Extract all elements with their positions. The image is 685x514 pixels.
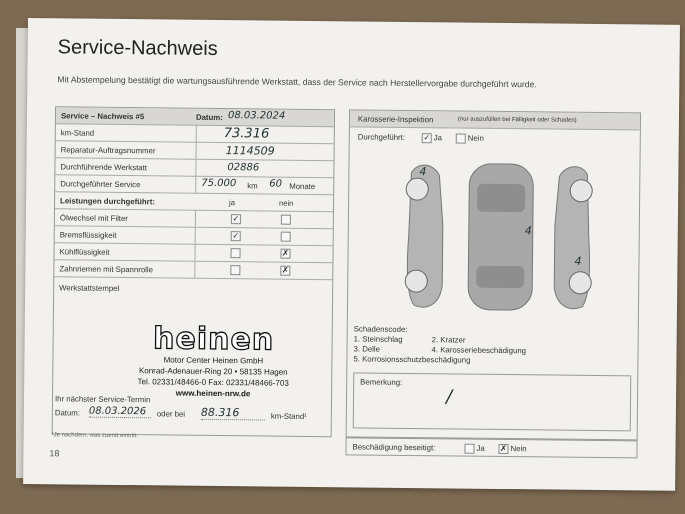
page-title: Service-Nachweis: [57, 36, 218, 60]
ja-column-header: ja: [229, 198, 236, 208]
auftragsnummer-value[interactable]: 1114509: [225, 144, 275, 158]
service-page: [23, 18, 680, 491]
damage-mark-top: 4: [524, 224, 532, 238]
service-label: Durchgeführter Service: [60, 179, 141, 190]
remark-mark: /: [445, 386, 453, 408]
next-km-label: km-Stand¹: [270, 411, 307, 421]
record-title: Service – Nachweis #5: [60, 111, 145, 122]
code-item: 1. Steinschlag: [353, 334, 403, 344]
task-label: Kühlflüssigkeit: [59, 247, 110, 257]
task-label: Ölwechsel mit Filter: [59, 213, 128, 224]
task-nein-checkbox[interactable]: ✗: [282, 248, 289, 258]
next-km-value[interactable]: 88.316: [201, 406, 265, 421]
car-windshield: [477, 184, 525, 213]
footnote: ¹Je nachdem, was zuerst eintritt.: [51, 432, 139, 440]
code-item: 3. Delle: [353, 344, 381, 354]
service-record-table: [51, 106, 335, 440]
next-service-label: Ihr nächster Service-Termin: [54, 394, 151, 405]
werkstatt-value[interactable]: 02886: [227, 162, 260, 174]
damage-mark-right: 4: [574, 254, 582, 268]
fixed-nein-checkbox[interactable]: ✗: [500, 443, 507, 454]
done-ja-checkbox[interactable]: ✓: [423, 133, 431, 143]
stamp-company: Motor Center Heinen GmbH: [163, 355, 264, 366]
done-ja-label: Ja: [433, 133, 443, 143]
fixed-ja-checkbox[interactable]: [464, 444, 474, 454]
task-label: Zahnriemen mit Spannrolle: [59, 264, 154, 275]
stamp-address: Konrad-Adenauer-Ring 20 • 58135 Hagen: [138, 366, 288, 377]
damage-fixed-row: [345, 437, 637, 458]
car-rear-window: [476, 266, 524, 289]
date-value[interactable]: 08.03.2024: [227, 110, 286, 122]
task-label: Bremsflüssigkeit: [59, 230, 117, 240]
done-nein-label: Nein: [467, 133, 484, 143]
service-months-value[interactable]: 60: [269, 178, 283, 190]
inspection-header: [350, 110, 640, 130]
task-ja-checkbox[interactable]: [230, 248, 240, 258]
done-label: Durchgeführt:: [357, 132, 406, 142]
stamp-label: Werkstattstempel: [59, 283, 120, 293]
remark-label: Bemerkung:: [360, 377, 403, 387]
code-item: 4. Karosseriebeschädigung: [431, 345, 527, 356]
workshop-stamp: [123, 321, 304, 400]
car-diagram: [398, 155, 600, 319]
task-ja-checkbox[interactable]: ✓: [232, 231, 240, 241]
damage-mark-left: 4: [419, 165, 427, 179]
nein-column-header: nein: [279, 198, 294, 208]
fixed-label: Beschädigung beseitigt:: [352, 442, 436, 453]
auftragsnummer-label: Reparatur-Auftragsnummer: [60, 145, 156, 156]
codes-label: Schadenscode:: [353, 324, 408, 334]
service-months-unit: Monate: [289, 181, 316, 192]
task-nein-checkbox[interactable]: ✗: [281, 265, 289, 275]
next-or-label: oder bei: [156, 409, 186, 419]
stamp-website: www.heinen-nrw.de: [175, 388, 251, 399]
task-row: [54, 260, 332, 280]
werkstatt-label: Durchführende Werkstatt: [60, 162, 148, 173]
task-ja-checkbox[interactable]: [230, 265, 240, 275]
date-label: Datum:: [195, 112, 223, 123]
next-date-value[interactable]: 08.03.2026: [89, 406, 151, 419]
service-km-value[interactable]: 75.000: [201, 177, 237, 190]
heinen-logo: heinen: [152, 321, 275, 358]
right-front-wheel: [570, 180, 592, 202]
inspection-title: Karosserie-Inspektion: [357, 114, 434, 125]
right-rear-wheel: [569, 272, 591, 294]
page-number: 18: [49, 448, 60, 459]
intro-text: Mit Abstempelung bestätigt die wartungsausführende Werkstatt, dass der Service nach Herstellervorgabe durchgeführt wurde.: [57, 74, 537, 90]
stamp-phone: Tel. 02331/48466-0 Fax: 02331/48466-703: [137, 377, 289, 388]
km-stand-value[interactable]: 73.316: [223, 126, 270, 142]
left-rear-wheel: [405, 270, 427, 292]
remark-box[interactable]: [353, 372, 632, 431]
service-km-unit: km: [247, 181, 258, 191]
task-nein-checkbox[interactable]: [281, 232, 291, 242]
fixed-nein-label: Nein: [510, 444, 527, 454]
code-item: 5. Korrosionsschutzbeschädigung: [353, 354, 471, 365]
code-item: 2. Kratzer: [431, 335, 466, 345]
done-nein-checkbox[interactable]: [456, 133, 466, 143]
body-inspection-panel: [346, 109, 641, 440]
next-date-label: Datum:: [54, 408, 81, 418]
fixed-ja-label: Ja: [476, 443, 485, 453]
km-stand-label: km-Stand: [60, 128, 95, 138]
task-ja-checkbox[interactable]: ✓: [232, 214, 240, 224]
leistungen-label: Leistungen durchgeführt:: [60, 196, 155, 207]
left-front-wheel: [406, 178, 428, 200]
inspection-note: (nur auszufüllen bei Fälligkeit oder Schaden): [457, 116, 577, 124]
task-nein-checkbox[interactable]: [281, 215, 291, 225]
